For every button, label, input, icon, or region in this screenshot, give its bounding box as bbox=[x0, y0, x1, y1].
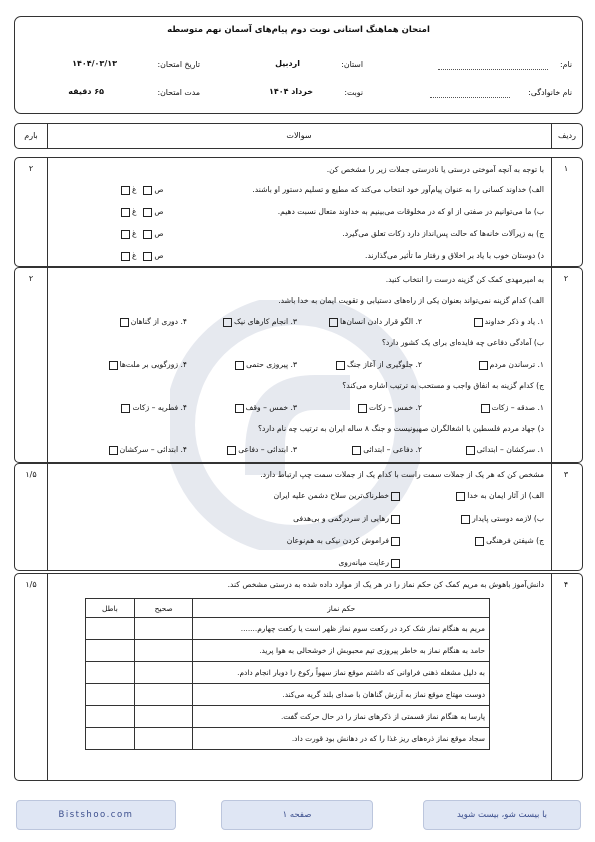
void-cell[interactable] bbox=[86, 640, 135, 662]
rule-column-header: حکم نماز bbox=[193, 599, 490, 618]
questions-column-header: سوالات bbox=[286, 131, 312, 140]
true-checkbox[interactable] bbox=[143, 186, 152, 195]
province-value: اردبیل bbox=[275, 59, 300, 68]
mc-question-d: د) جهاد مردم فلسطین با اشغالگران صهیونیست و جنگ ۸ ساله ایران به ترتیب چه نام دارد؟ bbox=[258, 424, 544, 433]
mc-option[interactable]: ۱. ترساندن مردم bbox=[477, 360, 544, 370]
mc-option[interactable]: ۳. پیروزی حتمی bbox=[233, 360, 297, 370]
false-checkbox[interactable] bbox=[121, 252, 130, 261]
footer-slogan: با بیست شو، بیست شوید bbox=[423, 800, 581, 830]
tf-item-3: ج) به زیرآلات خانه‌ها که حالت پس‌انداز دارد زکات تعلق می‌گیرد. bbox=[342, 229, 544, 238]
question-4 bbox=[14, 573, 583, 781]
void-cell[interactable] bbox=[86, 728, 135, 750]
tf-choices: ص غ bbox=[119, 185, 164, 195]
question-2 bbox=[14, 267, 583, 463]
mc-option[interactable]: ۲. جلوگیری از آغاز جنگ bbox=[334, 360, 422, 370]
tf-choices: ص غ bbox=[119, 229, 164, 239]
false-checkbox[interactable] bbox=[121, 208, 130, 217]
mc-option[interactable]: ۳. ابتدائی – دفاعی bbox=[225, 445, 297, 455]
correct-cell[interactable] bbox=[134, 706, 193, 728]
mc-question-c: ج) کدام گزینه به انفاق واجب و مستحب به ترتیب اشاره می‌کند؟ bbox=[342, 381, 544, 390]
match-left-item: رعایت میانه‌روی bbox=[338, 558, 402, 568]
void-column-header: باطل bbox=[86, 599, 135, 618]
duration-label: مدت امتحان: bbox=[157, 88, 200, 97]
family-label: نام خانوادگی: bbox=[528, 88, 572, 97]
mc-option[interactable]: ۲. الگو قرار دادن انسان‌ها bbox=[327, 317, 422, 327]
table-header bbox=[14, 123, 583, 149]
tf-item-1: الف) خداوند کسانی را به عنوان پیام‌آور خود انتخاب می‌کند که مطیع و تسلیم دستور او باشند. bbox=[252, 185, 544, 194]
void-cell[interactable] bbox=[86, 706, 135, 728]
match-left-item: رهایی از سردرگمی و بی‌هدفی bbox=[293, 514, 402, 524]
question-intro: با توجه به آنچه آموختی درستی یا نادرستی جملات زیر را مشخص کن. bbox=[326, 165, 544, 174]
table-row: سجاد موقع نماز ذره‌های ریز غذا را که در دهانش بود قورت داد. bbox=[86, 728, 490, 750]
score-column-header: بارم bbox=[24, 131, 38, 140]
true-checkbox[interactable] bbox=[143, 230, 152, 239]
true-checkbox[interactable] bbox=[143, 252, 152, 261]
term-value: خرداد ۱۴۰۴ bbox=[268, 87, 313, 96]
false-checkbox[interactable] bbox=[121, 186, 130, 195]
question-number: ۳ bbox=[563, 470, 569, 479]
name-label: نام: bbox=[560, 60, 572, 69]
match-right-item: ب) لازمه دوستی پایدار bbox=[459, 514, 544, 524]
correct-cell[interactable] bbox=[134, 662, 193, 684]
footer-site-link[interactable]: Bistshoo.com bbox=[16, 800, 176, 830]
mc-option[interactable]: ۴. دوری از گناهان bbox=[118, 317, 187, 327]
correct-column-header: صحیح bbox=[134, 599, 193, 618]
false-checkbox[interactable] bbox=[121, 230, 130, 239]
table-row: پارسا به هنگام نماز قسمتی از ذکرهای نماز را در حال حرکت گفت. bbox=[86, 706, 490, 728]
mc-option[interactable]: ۳. انجام کارهای نیک bbox=[221, 317, 297, 327]
name-field[interactable] bbox=[438, 68, 548, 70]
question-score: ۱/۵ bbox=[25, 580, 37, 589]
question-3 bbox=[14, 463, 583, 571]
term-label: نوبت: bbox=[344, 88, 363, 97]
mc-option[interactable]: ۱. یاد و ذکر خداوند bbox=[472, 317, 544, 327]
mc-option[interactable]: ۴. ابتدائی – سرکشان bbox=[107, 445, 187, 455]
mc-option[interactable]: ۳. خمس – وقف bbox=[233, 403, 297, 413]
correct-cell[interactable] bbox=[134, 728, 193, 750]
mc-option[interactable]: ۴. فطریه – زکات bbox=[119, 403, 187, 413]
tf-item-4: د) دوستان خوب با یاد بر اخلاق و رفتار ما تأثیر می‌گذارند. bbox=[365, 251, 544, 260]
exam-title: امتحان هماهنگ استانی نوبت دوم پیام‌های آسمان نهم متوسطه bbox=[167, 25, 430, 35]
mc-option[interactable]: ۴. زورگویی بر ملت‌ها bbox=[107, 360, 187, 370]
question-intro: دانش‌آموز باهوش به مریم کمک کن حکم نماز را در هر یک از موارد داده شده به درستی مشخص کند. bbox=[227, 580, 544, 589]
province-label: استان: bbox=[341, 60, 363, 69]
void-cell[interactable] bbox=[86, 684, 135, 706]
question-intro: مشخص کن که هر یک از جملات سمت راست با کدام یک از جملات سمت چپ ارتباط دارد. bbox=[260, 470, 544, 479]
question-number: ۲ bbox=[563, 274, 569, 283]
match-right-item: الف) از آثار ایمان به خدا bbox=[454, 491, 544, 501]
void-cell[interactable] bbox=[86, 662, 135, 684]
match-left-item: خطرناک‌ترین سلاح دشمن علیه ایران bbox=[274, 491, 402, 501]
question-score: ۲ bbox=[28, 164, 34, 173]
duration-value: ۶۵ دقیقه bbox=[68, 87, 104, 96]
table-row: به دلیل مشغله ذهنی فراوانی که داشتم موقع نماز سهواً رکوع را دوبار انجام دادم. bbox=[86, 662, 490, 684]
mc-question-b: ب) آمادگی دفاعی چه فایده‌ای برای یک کشور دارد؟ bbox=[381, 338, 544, 347]
date-value: ۱۴۰۴/۰۳/۱۳ bbox=[72, 59, 117, 68]
mc-option[interactable]: ۱. صدقه – زکات bbox=[479, 403, 544, 413]
footer-page-number: صفحه ۱ bbox=[221, 800, 373, 830]
question-score: ۲ bbox=[28, 274, 34, 283]
question-number: ۱ bbox=[563, 164, 569, 173]
mc-option[interactable]: ۲. دفاعی – ابتدائی bbox=[350, 445, 422, 455]
tf-choices: ص غ bbox=[119, 251, 164, 261]
date-label: تاریخ امتحان: bbox=[157, 60, 200, 69]
tf-choices: ص غ bbox=[119, 207, 164, 217]
tf-item-2: ب) ما می‌توانیم در صفتی از او که در مخلوقات می‌بینیم به خداوند متعال نسبت دهیم. bbox=[277, 207, 544, 216]
mc-option[interactable]: ۲. خمس – زکات bbox=[356, 403, 422, 413]
question-1 bbox=[14, 157, 583, 267]
match-right-item: ج) شیفتن فرهنگی bbox=[473, 536, 544, 546]
mc-question-a: الف) کدام گزینه نمی‌تواند بعنوان یکی از راه‌های دستیابی و تقویت ایمان به خدا باشد. bbox=[278, 296, 544, 305]
table-row: حامد به هنگام نماز به خاطر پیروزی تیم محبوبش از خوشحالی به هوا پرید. bbox=[86, 640, 490, 662]
question-intro: به امیرمهدی کمک کن گزینه درست را انتخاب کنید. bbox=[385, 275, 544, 284]
family-field[interactable] bbox=[430, 96, 510, 98]
exam-header bbox=[14, 16, 583, 114]
correct-cell[interactable] bbox=[134, 618, 193, 640]
void-cell[interactable] bbox=[86, 618, 135, 640]
table-row: دوست مهتاج موقع نماز به آرزش گناهان با صدای بلند گریه می‌کند. bbox=[86, 684, 490, 706]
correct-cell[interactable] bbox=[134, 640, 193, 662]
prayer-ruling-table bbox=[85, 598, 490, 750]
question-number: ۴ bbox=[563, 580, 569, 589]
row-column-header: ردیف bbox=[558, 131, 576, 140]
question-score: ۱/۵ bbox=[25, 470, 37, 479]
table-row: مریم به هنگام نماز شک کرد در رکعت سوم نماز ظهر است یا رکعت چهارم....... bbox=[86, 618, 490, 640]
correct-cell[interactable] bbox=[134, 684, 193, 706]
match-left-item: فراموش کردن نیکی به هم‌نوعان bbox=[287, 536, 402, 546]
mc-option[interactable]: ۱. سرکشان – ابتدائی bbox=[464, 445, 544, 455]
true-checkbox[interactable] bbox=[143, 208, 152, 217]
